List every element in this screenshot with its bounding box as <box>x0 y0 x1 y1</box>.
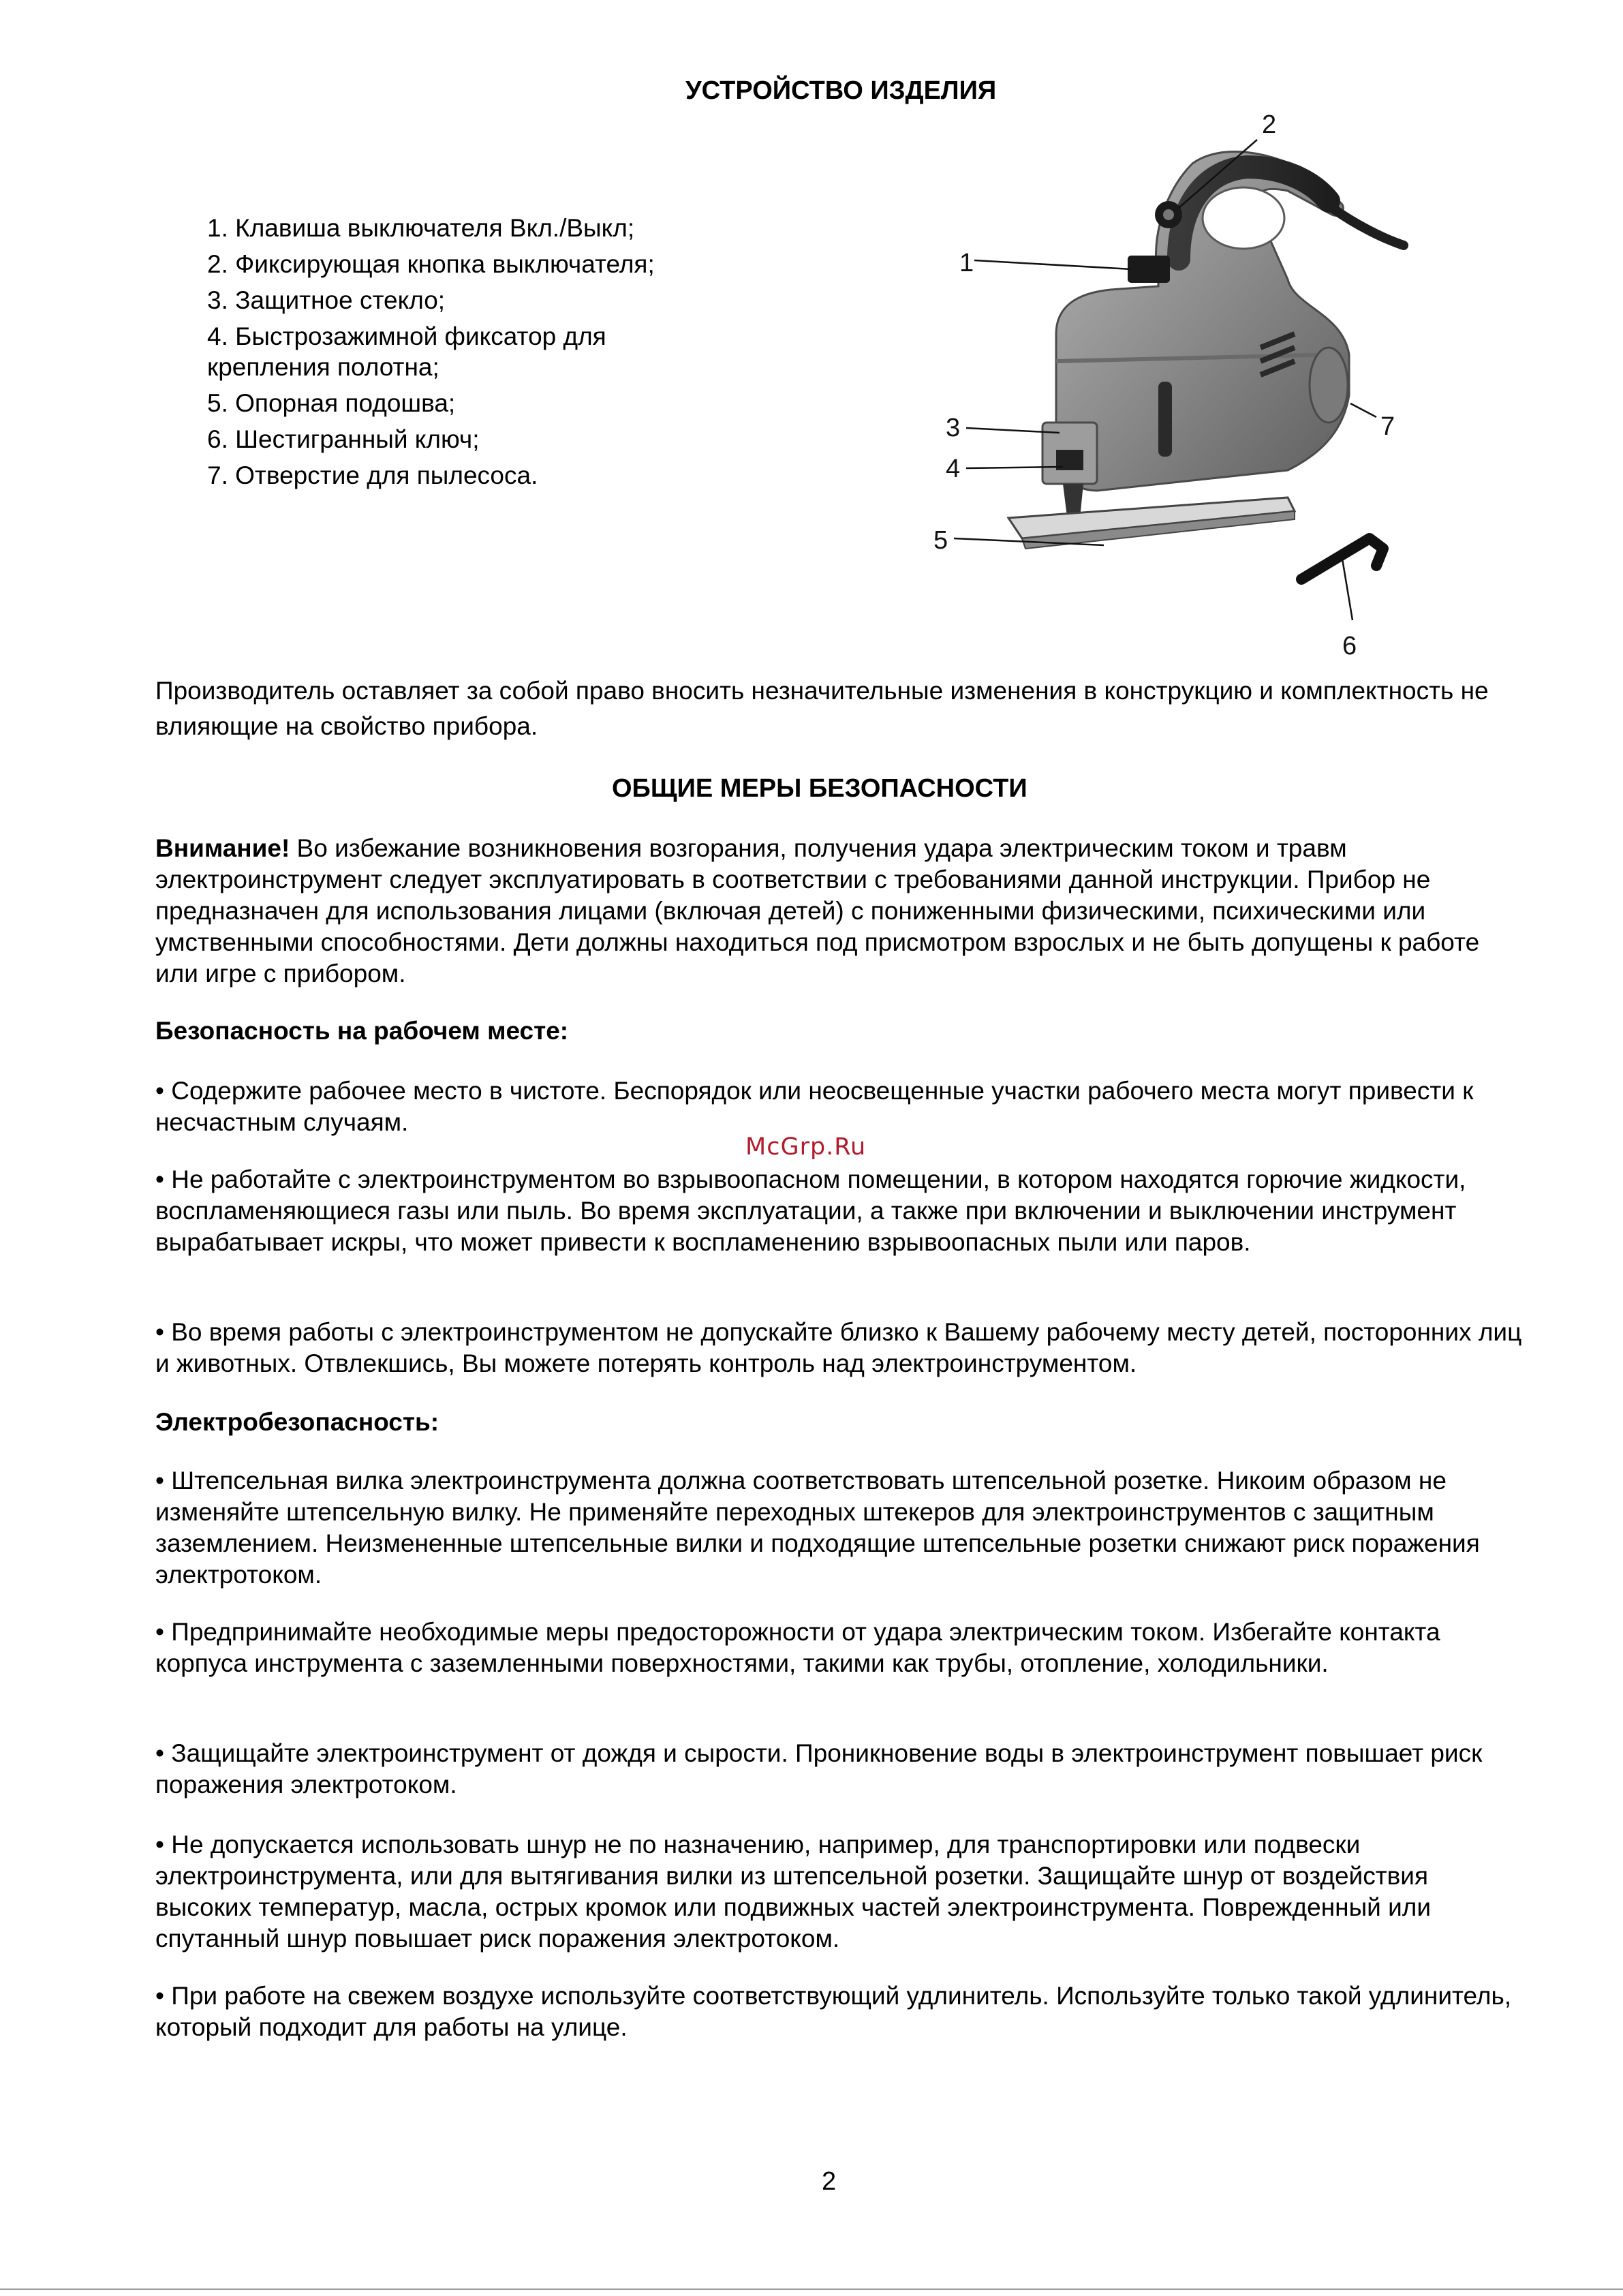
figure-label-4: 4 <box>946 455 961 483</box>
figure-label-5: 5 <box>933 526 948 555</box>
parts-list <box>207 210 655 493</box>
list-item: 1. Клавиша выключателя Вкл./Выкл; <box>207 214 635 242</box>
bottom-rule <box>0 2289 1623 2290</box>
jigsaw-figure <box>933 102 1410 668</box>
warning-label: Внимание! <box>155 834 290 862</box>
list-item: • Во время работы с электроинструментом не допускайте близко к Вашему рабочему месту детей, посторонних лиц и животных. Отвлекшись, Вы можете потерять контроль над электроинструментом. <box>155 1318 1522 1377</box>
list-item: • Предпринимайте необходимые меры предосторожности от удара электрическим током. Избегайте контакта корпуса инструмента с заземленными поверхностями, такими как трубы, отопление, холодильники. <box>155 1618 1440 1677</box>
list-item: 7. Отверстие для пылесоса. <box>207 461 538 489</box>
list-item: крепления полотна; <box>207 353 439 381</box>
list-item: • Содержите рабочее место в чистоте. Беспорядок или неосвещенные участки рабочего места могут привести к несчастным случаям. <box>155 1077 1474 1136</box>
list-item: 2. Фиксирующая кнопка выключателя; <box>207 250 655 278</box>
list-item: 6. Шестигранный ключ; <box>207 425 480 453</box>
list-item: • При работе на свежем воздухе используйте соответствующий удлинитель. Используйте только такой удлинитель, который подходит для работы на улице. <box>155 1982 1512 2041</box>
section-title-safety: ОБЩИЕ МЕРЫ БЕЗОПАСНОСТИ <box>612 774 1027 803</box>
section-title-device: УСТРОЙСТВО ИЗДЕЛИЯ <box>685 76 997 105</box>
electric-heading: Электробезопасность: <box>155 1408 439 1436</box>
watermark: McGrp.Ru <box>745 1133 867 1161</box>
page-number: 2 <box>822 2167 837 2196</box>
figure-label-2: 2 <box>1262 110 1277 139</box>
figure-label-3: 3 <box>946 414 961 442</box>
jigsaw-body <box>1008 152 1404 549</box>
list-item: • Не работайте с электроинструментом во взрывоопасном помещении, в котором находятся горючие жидкости, воспламеняющиеся газы или пыль. Во время эксплуатации, а также при включении и выключении инструмент вырабатывает искры, что может привести к воспламенению взрывоопасных пыли или паров. <box>155 1165 1466 1256</box>
workplace-heading: Безопасность на рабочем месте: <box>155 1017 569 1045</box>
warning-text: Во избежание возникновения возгорания, получения удара электрическим током и травм электроинструмент следует эксплуатировать в соответствии с требованиями данной инструкции. Прибор не предназначен для использования лицами (включая детей) с пониженными физическими, психическими или умственными способностями. Дети должны находиться под присмотром взрослых и не быть допущены к работе или игре с прибором. <box>155 834 1480 988</box>
figure-label-1: 1 <box>959 249 974 277</box>
list-item: • Штепсельная вилка электроинструмента должна соответствовать штепсельной розетке. Никоим образом не изменяйте штепсельную вилку. Не применяйте переходных штекеров для электроинструментов с защитным заземлением. Неизмененные штепсельные вилки и подходящие штепсельные розетки снижают риск поражения электротоком. <box>155 1467 1480 1589</box>
figure-label-6: 6 <box>1342 632 1357 660</box>
figure-label-7: 7 <box>1380 412 1395 441</box>
list-item: • Защищайте электроинструмент от дождя и сырости. Проникновение воды в электроинструмент повышает риск поражения электротоком. <box>155 1739 1483 1798</box>
warning-paragraph <box>155 833 1525 990</box>
manufacturer-note: Производитель оставляет за собой право вносить незначительные изменения в конструкцию и комплектность не влияющие на свойство прибора. <box>155 677 1489 740</box>
list-item: 4. Быстрозажимной фиксатор для <box>207 322 606 350</box>
list-item: 3. Защитное стекло; <box>207 286 446 314</box>
list-item: • Не допускается использовать шнур не по назначению, например, для транспортировки или подвески электроинструмента, или для вытягивания вилки из штепсельной розетки. Защищайте шнур от воздействия высоких температур, масла, острых кромок или подвижных частей электроинструмента. Поврежденный или спутанный шнур повышает риск поражения электротоком. <box>155 1831 1432 1953</box>
list-item: 5. Опорная подошва; <box>207 389 456 417</box>
